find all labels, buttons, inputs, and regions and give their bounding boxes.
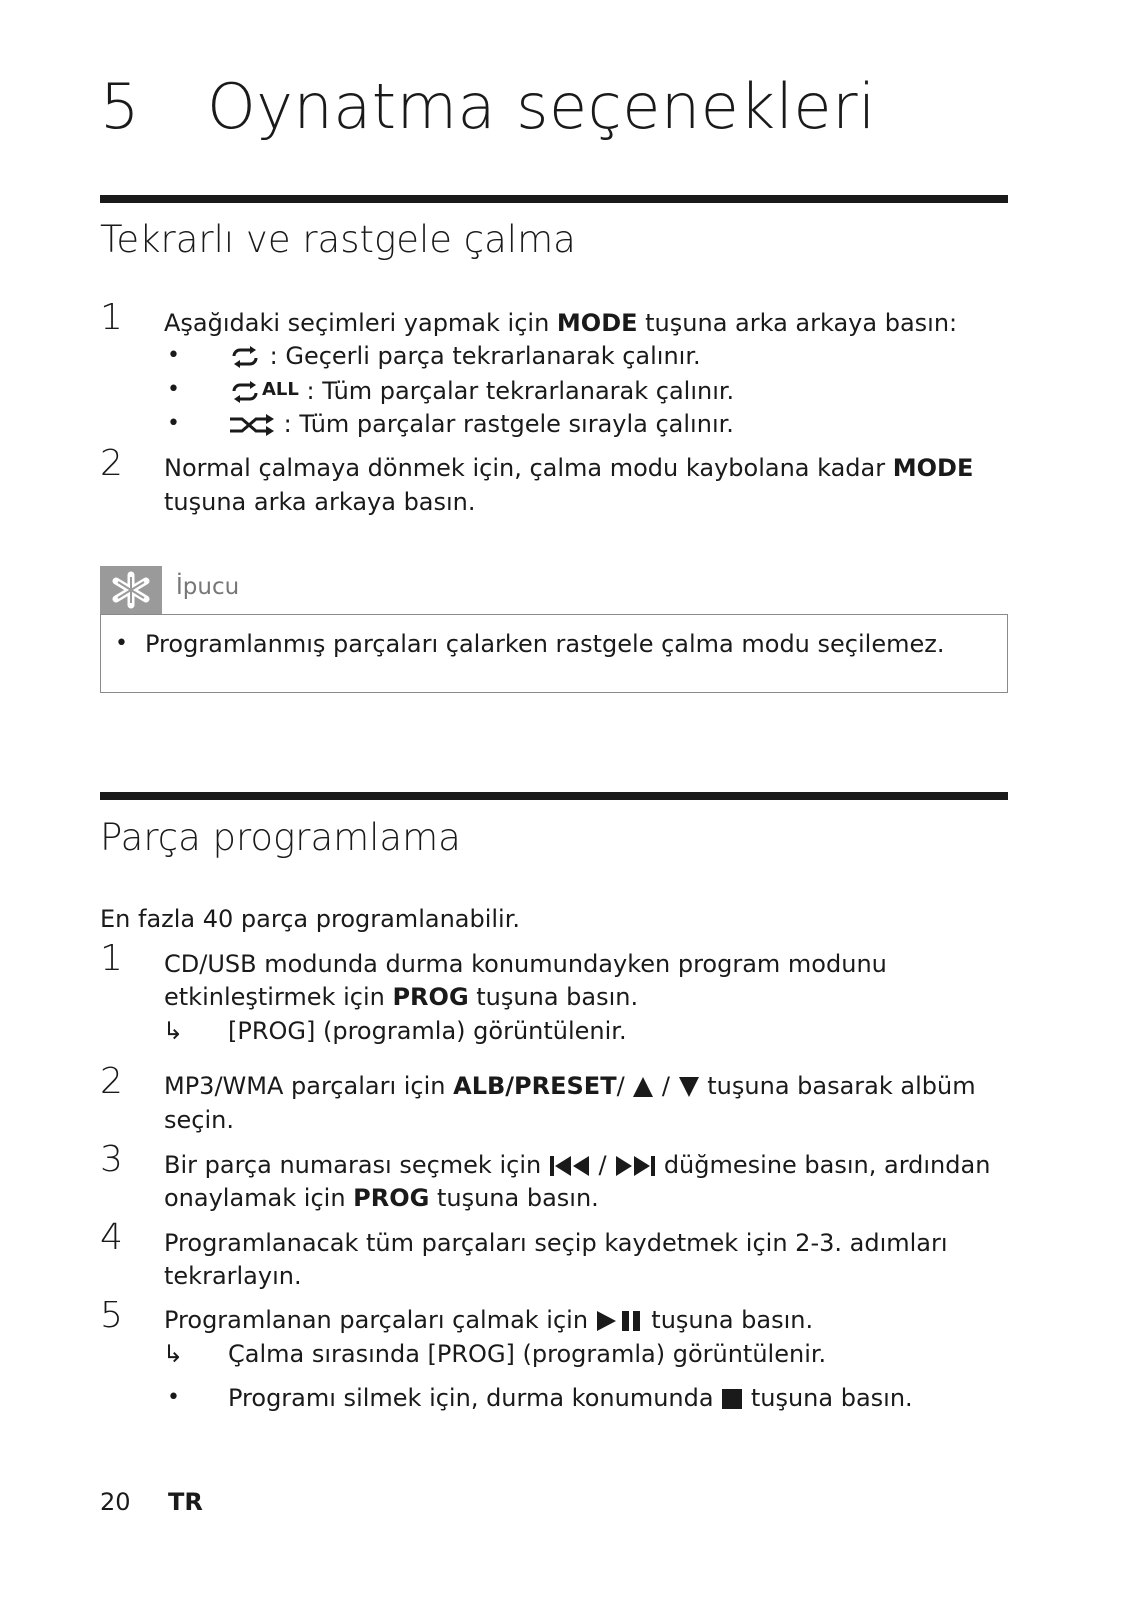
up-triangle-icon: [632, 1076, 654, 1098]
tip-header: [100, 566, 162, 614]
list-item: : Geçerli parça tekrarlanarak çalınır.: [228, 339, 701, 373]
step-text: onaylamak için PROG tuşuna basın.: [164, 1184, 599, 1212]
step-number: 1: [100, 297, 123, 338]
bullet: •: [167, 1385, 180, 1410]
prog-key: PROG: [353, 1184, 430, 1212]
step-number: 2: [100, 1061, 123, 1102]
step-text: Normal çalmaya dönmek için, çalma modu kaybolana kadar MODE: [164, 454, 974, 482]
step-number: 1: [100, 938, 123, 979]
section-title-track-programming: Parça programlama: [100, 816, 461, 859]
section-divider: [100, 195, 1008, 203]
tip-box: [100, 614, 1008, 693]
bullet: •: [167, 343, 180, 368]
down-triangle-icon: [678, 1076, 700, 1098]
chapter-number: 5: [100, 70, 141, 143]
tip-text: Programlanmış parçaları çalarken rastgele çalma modu seçilemez.: [145, 630, 945, 658]
step-text: MP3/WMA parçaları için ALB/PRESET/ / tuşuna basarak albüm: [164, 1072, 976, 1100]
step-text: Programlanacak tüm parçaları seçip kaydetmek için 2-3. adımları: [164, 1229, 948, 1257]
step-text: tuşuna arka arkaya basın.: [164, 488, 476, 516]
language-code: TR: [168, 1488, 203, 1516]
bullet: •: [167, 411, 180, 436]
alb-preset-key: ALB/PRESET: [453, 1072, 617, 1100]
next-track-icon: [614, 1155, 656, 1177]
step-text: seçin.: [164, 1106, 234, 1134]
section-divider: [100, 792, 1008, 800]
result-arrow-icon: ↳: [163, 1017, 184, 1045]
shuffle-icon: [228, 414, 276, 436]
repeat-one-icon: [228, 346, 262, 368]
list-item: ALL : Tüm parçalar tekrarlanarak çalınır.: [228, 373, 734, 408]
step-number: 4: [100, 1217, 123, 1258]
step-number: 2: [100, 443, 123, 484]
page-number: 20: [100, 1488, 131, 1516]
intro-text: En fazla 40 parça programlanabilir.: [100, 905, 521, 933]
step-number: 3: [100, 1139, 123, 1180]
step-text: Bir parça numarası seçmek için / düğmesine basın, ardından: [164, 1151, 991, 1179]
tip-asterisk-icon: [100, 566, 162, 614]
step-text: Aşağıdaki seçimleri yapmak için MODE tuşuna arka arkaya basın:: [164, 309, 958, 337]
list-item: Programı silmek için, durma konumunda tuşuna basın.: [228, 1384, 913, 1412]
mode-key: MODE: [556, 309, 638, 337]
play-pause-icon: [596, 1310, 644, 1332]
result-text: [PROG] (programla) görüntülenir.: [228, 1017, 627, 1045]
bullet: •: [167, 377, 180, 402]
repeat-all-icon: [228, 381, 262, 403]
step-text: CD/USB modunda durma konumundayken program modunu: [164, 950, 887, 978]
step-number: 5: [100, 1295, 123, 1336]
bullet: •: [115, 631, 128, 656]
result-arrow-icon: ↳: [163, 1340, 184, 1368]
result-text: Çalma sırasında [PROG] (programla) görüntülenir.: [228, 1340, 827, 1368]
prog-key: PROG: [392, 983, 469, 1011]
tip-label: İpucu: [176, 574, 240, 600]
step-text: etkinleştirmek için PROG tuşuna basın.: [164, 983, 639, 1011]
step-text: Programlanan parçaları çalmak için tuşuna basın.: [164, 1306, 814, 1334]
list-item: : Tüm parçalar rastgele sırayla çalınır.: [228, 407, 734, 441]
previous-track-icon: [549, 1155, 591, 1177]
chapter-title: Oynatma seçenekleri: [207, 70, 876, 143]
mode-key: MODE: [892, 454, 974, 482]
stop-icon: [721, 1388, 743, 1410]
section-title-repeat-shuffle: Tekrarlı ve rastgele çalma: [100, 218, 576, 261]
step-text: tekrarlayın.: [164, 1262, 302, 1290]
